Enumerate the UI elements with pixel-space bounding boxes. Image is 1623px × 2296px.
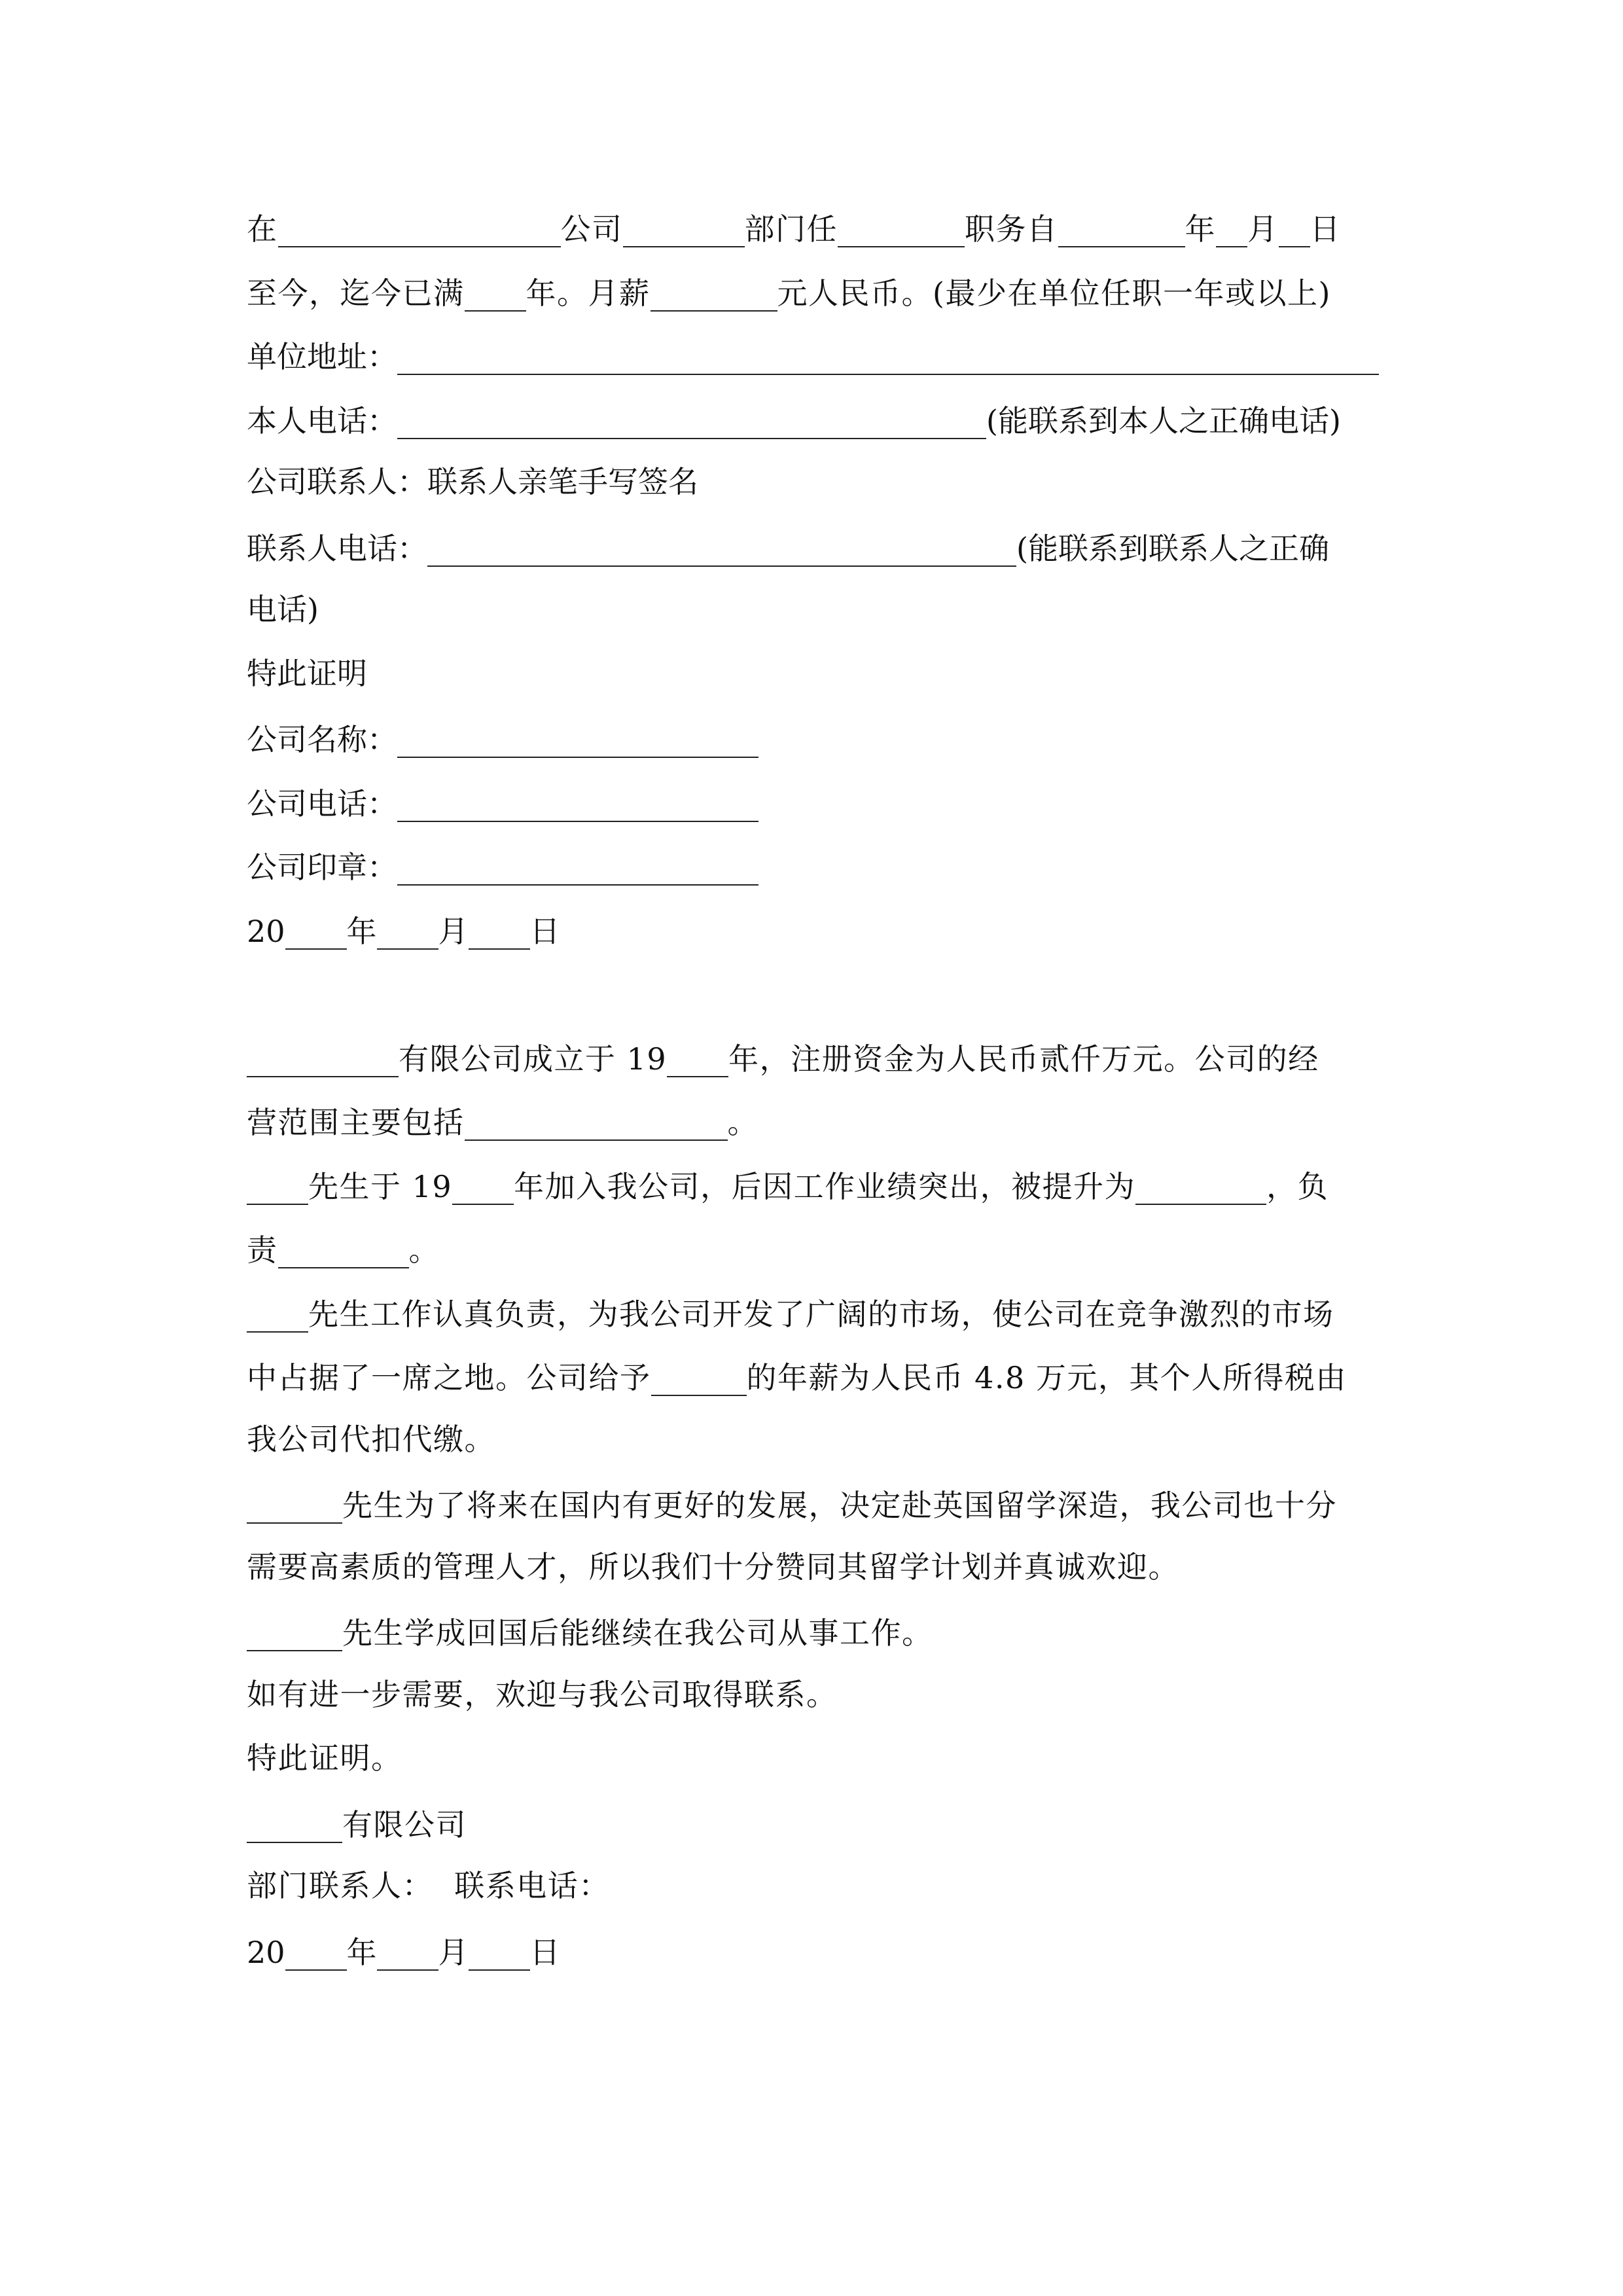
name-blank[interactable] — [247, 1615, 342, 1651]
phone-note: (能联系到本人之正确电话) — [986, 403, 1341, 439]
letter-p3-line1 — [247, 1288, 1379, 1352]
text: 在 — [247, 211, 278, 247]
text: 的年薪为人民币 4.8 万元，其个人所得税由 — [746, 1360, 1347, 1395]
letter-p4-line2 — [247, 1543, 1379, 1607]
start-month-blank[interactable] — [1216, 211, 1247, 247]
text: 先生工作认真负责，为我公司开发了广阔的市场，使公司在竞争激烈的市场 — [308, 1296, 1334, 1332]
phone-line — [247, 395, 1379, 459]
start-day-blank[interactable] — [1279, 211, 1310, 247]
letter-p3-line2 — [247, 1352, 1379, 1416]
letter-p2-line1 — [247, 1160, 1379, 1225]
name-blank[interactable] — [247, 1487, 342, 1524]
employment-line-1 — [247, 203, 1379, 267]
text: 日 — [529, 1934, 560, 1970]
company-blank[interactable] — [247, 1041, 399, 1077]
contact-phone-line — [247, 522, 1379, 586]
text: 月 — [438, 1934, 469, 1970]
letter-p1-line2 — [247, 1096, 1379, 1160]
name-blank[interactable] — [247, 1168, 308, 1205]
text: 部门任 — [744, 211, 838, 247]
text: 营范围主要包括 — [247, 1105, 465, 1140]
text: 20 — [247, 1934, 285, 1970]
document-body — [247, 203, 1379, 1990]
company-seal-label: 公司印章： — [247, 850, 397, 885]
company-name-line — [247, 713, 1379, 778]
text: 部门联系人： 联系电话： — [247, 1868, 610, 1903]
company-name-blank[interactable] — [397, 721, 758, 758]
text: 日 — [1310, 211, 1341, 247]
day-blank[interactable] — [469, 1934, 530, 1971]
text: 年 — [346, 913, 377, 949]
name-blank[interactable] — [247, 1296, 308, 1333]
responsibility-blank[interactable] — [278, 1232, 409, 1268]
company-phone-label: 公司电话： — [247, 785, 397, 821]
letter-p5-line — [247, 1607, 1379, 1671]
text: 日 — [529, 913, 560, 949]
address-blank[interactable] — [397, 338, 1379, 375]
text: 电话) — [247, 592, 319, 627]
letter-p2-line2 — [247, 1224, 1379, 1288]
contact-label: 公司联系人：联系人亲笔手写签名 — [247, 464, 698, 499]
letter-p6-line — [247, 1671, 1379, 1735]
letter-p1-line1 — [247, 1033, 1379, 1097]
employment-line-2 — [247, 267, 1379, 331]
text: 先生为了将来在国内有更好的发展，决定赴英国留学深造，我公司也十分 — [342, 1488, 1337, 1523]
contact-phone-note: (能联系到联系人之正确 — [1016, 530, 1329, 566]
contact-line — [247, 458, 1379, 522]
promoted-position-blank[interactable] — [1135, 1168, 1266, 1205]
name-blank[interactable] — [651, 1359, 747, 1396]
text: 年 — [346, 1934, 377, 1970]
start-year-blank[interactable] — [1058, 211, 1185, 247]
day-blank[interactable] — [469, 913, 530, 950]
text: 特此证明。 — [247, 1740, 402, 1776]
text: 年加入我公司，后因工作业绩突出，被提升为 — [514, 1168, 1136, 1204]
text: 如有进一步需要，欢迎与我公司取得联系。 — [247, 1676, 838, 1712]
text: 月 — [1247, 211, 1279, 247]
text: 月 — [438, 913, 469, 949]
text: 需要高素质的管理人才，所以我们十分赞同其留学计划并真诚欢迎。 — [247, 1549, 1179, 1585]
founded-year-blank[interactable] — [667, 1041, 728, 1077]
text: 责 — [247, 1232, 278, 1268]
text: 职务自 — [965, 211, 1058, 247]
letter-contact-line — [247, 1862, 1379, 1926]
text: 年 — [1185, 211, 1216, 247]
address-line — [247, 331, 1379, 395]
text: 。 — [408, 1232, 440, 1268]
address-label: 单位地址： — [247, 339, 397, 374]
section-gap — [247, 969, 1379, 1033]
company-blank[interactable] — [278, 211, 561, 247]
text: 特此证明 — [247, 655, 367, 691]
date-line-1 — [247, 905, 1379, 969]
text: 公司 — [560, 211, 623, 247]
contact-phone-label: 联系人电话： — [247, 530, 427, 566]
company-seal-line — [247, 841, 1379, 905]
company-blank[interactable] — [247, 1806, 342, 1843]
text: 至今，迄今已满 — [247, 275, 465, 311]
letter-p3-line3 — [247, 1416, 1379, 1480]
position-blank[interactable] — [838, 211, 965, 247]
text: 先生于 19 — [308, 1168, 453, 1204]
text: 元人民币。(最少在单位任职一年或以上) — [777, 275, 1331, 311]
years-blank[interactable] — [465, 275, 526, 312]
department-blank[interactable] — [623, 211, 745, 247]
text: 年。月薪 — [526, 275, 651, 311]
date-line-2 — [247, 1926, 1379, 1990]
month-blank[interactable] — [377, 913, 438, 950]
contact-phone-note-cont — [247, 586, 1379, 650]
year-blank[interactable] — [285, 1934, 347, 1971]
letter-p4-line1 — [247, 1479, 1379, 1543]
phone-blank[interactable] — [397, 403, 986, 439]
company-seal-blank[interactable] — [397, 849, 758, 886]
certify-line — [247, 650, 1379, 714]
text: 先生学成回国后能继续在我公司从事工作。 — [342, 1615, 933, 1651]
text: 有限公司成立于 19 — [399, 1041, 668, 1077]
business-scope-blank[interactable] — [465, 1104, 728, 1141]
text: 中占据了一席之地。公司给予 — [247, 1360, 651, 1395]
text: 有限公司 — [342, 1806, 467, 1842]
company-phone-blank[interactable] — [397, 785, 758, 822]
month-blank[interactable] — [377, 1934, 438, 1971]
letter-certify-line — [247, 1734, 1379, 1799]
text: 我公司代扣代缴。 — [247, 1421, 495, 1457]
phone-label: 本人电话： — [247, 403, 397, 439]
year-blank[interactable] — [285, 913, 347, 950]
text: 。 — [727, 1105, 758, 1140]
letter-company-line — [247, 1799, 1379, 1863]
text: 20 — [247, 913, 285, 949]
company-name-label: 公司名称： — [247, 722, 397, 757]
salary-blank[interactable] — [651, 275, 777, 312]
contact-phone-blank[interactable] — [427, 530, 1016, 567]
company-phone-line — [247, 778, 1379, 842]
text: 年，注册资金为人民币贰仟万元。公司的经 — [728, 1041, 1319, 1077]
join-year-blank[interactable] — [452, 1168, 514, 1205]
text: ，负 — [1266, 1168, 1329, 1204]
